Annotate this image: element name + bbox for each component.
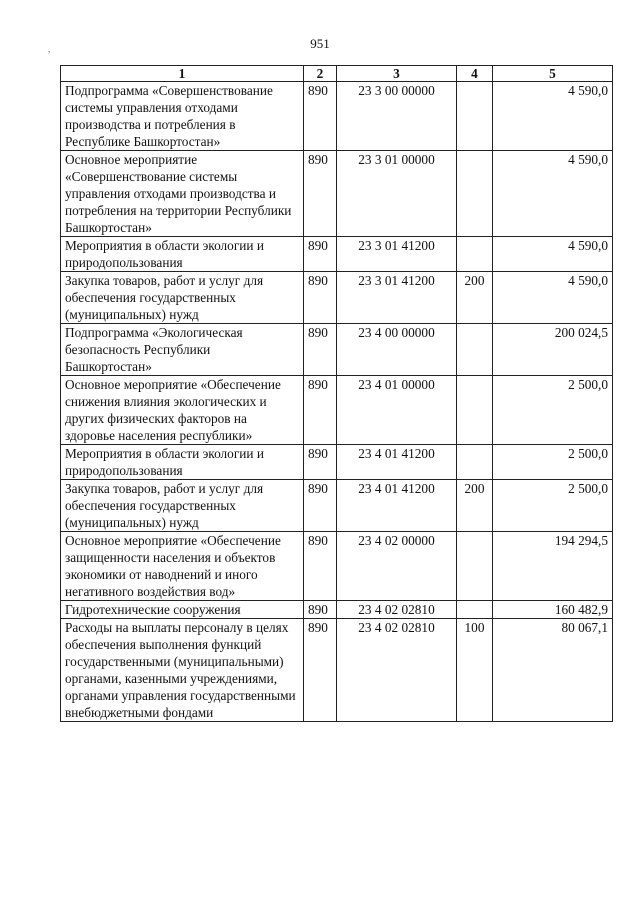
- table-header-row: [61, 66, 613, 82]
- row-amount: 2 500,0: [493, 376, 613, 445]
- row-amount: 80 067,1: [493, 619, 613, 722]
- row-vr: [457, 324, 493, 376]
- row-ved: 890: [304, 376, 337, 445]
- row-ved: 890: [304, 619, 337, 722]
- row-vr: [457, 376, 493, 445]
- row-ved: 890: [304, 82, 337, 151]
- row-amount: 194 294,5: [493, 532, 613, 601]
- row-vr: [457, 601, 493, 619]
- page-number: 951: [310, 36, 330, 51]
- table-row: [61, 237, 613, 272]
- table-row: [61, 532, 613, 601]
- table-row: [61, 480, 613, 532]
- row-name: Подпрограмма «Совершенствование системы управления отходами производства и потребления в Республике Башкортостан»: [61, 82, 304, 151]
- table-row: [61, 445, 613, 480]
- row-csr: 23 4 01 00000: [337, 376, 457, 445]
- row-csr: 23 3 01 00000: [337, 151, 457, 237]
- row-csr: 23 3 01 41200: [337, 272, 457, 324]
- row-vr: [457, 532, 493, 601]
- row-csr: 23 4 02 02810: [337, 619, 457, 722]
- table-row: [61, 151, 613, 237]
- row-vr: [457, 445, 493, 480]
- row-csr: 23 3 00 00000: [337, 82, 457, 151]
- row-csr: 23 4 01 41200: [337, 480, 457, 532]
- row-name: Гидротехнические сооружения: [61, 601, 304, 619]
- row-name: Расходы на выплаты персоналу в целях обеспечения выполнения функций государственными (муниципальными) органами, казенными учреждениями, органами управления государственными внебюджетными фондами: [61, 619, 304, 722]
- row-amount: 4 590,0: [493, 237, 613, 272]
- row-csr: 23 4 00 00000: [337, 324, 457, 376]
- row-name: Подпрограмма «Экологическая безопасность Республики Башкортостан»: [61, 324, 304, 376]
- table-row: [61, 619, 613, 722]
- stray-mark: ,: [48, 44, 51, 54]
- row-ved: 890: [304, 272, 337, 324]
- header-col-2: 2: [304, 66, 337, 82]
- row-name: Мероприятия в области экологии и природопользования: [61, 445, 304, 480]
- header-col-4: 4: [457, 66, 493, 82]
- row-name: Закупка товаров, работ и услуг для обеспечения государственных (муниципальных) нужд: [61, 272, 304, 324]
- table-row: [61, 272, 613, 324]
- row-ved: 890: [304, 324, 337, 376]
- row-vr: 200: [457, 272, 493, 324]
- row-csr: 23 3 01 41200: [337, 237, 457, 272]
- table-row: [61, 82, 613, 151]
- budget-table: [60, 65, 613, 722]
- row-amount: 200 024,5: [493, 324, 613, 376]
- table-row: [61, 324, 613, 376]
- row-ved: 890: [304, 237, 337, 272]
- header-col-5: 5: [493, 66, 613, 82]
- row-csr: 23 4 01 41200: [337, 445, 457, 480]
- row-amount: 160 482,9: [493, 601, 613, 619]
- row-ved: 890: [304, 601, 337, 619]
- row-amount: 2 500,0: [493, 445, 613, 480]
- row-ved: 890: [304, 480, 337, 532]
- row-vr: [457, 237, 493, 272]
- row-vr: [457, 151, 493, 237]
- row-csr: 23 4 02 00000: [337, 532, 457, 601]
- row-name: Основное мероприятие «Совершенствование системы управления отходами производства и потребления на территории Республики Башкортостан»: [61, 151, 304, 237]
- table-row: [61, 601, 613, 619]
- header-col-3: 3: [337, 66, 457, 82]
- row-name: Мероприятия в области экологии и природопользования: [61, 237, 304, 272]
- row-amount: 4 590,0: [493, 82, 613, 151]
- header-col-1: 1: [61, 66, 304, 82]
- row-ved: 890: [304, 445, 337, 480]
- row-ved: 890: [304, 532, 337, 601]
- row-vr: 200: [457, 480, 493, 532]
- row-vr: [457, 82, 493, 151]
- row-name: Закупка товаров, работ и услуг для обеспечения государственных (муниципальных) нужд: [61, 480, 304, 532]
- row-amount: 4 590,0: [493, 272, 613, 324]
- row-vr: 100: [457, 619, 493, 722]
- row-csr: 23 4 02 02810: [337, 601, 457, 619]
- row-ved: 890: [304, 151, 337, 237]
- row-name: Основное мероприятие «Обеспечение защищенности населения и объектов экономики от наводнений и иного негативного воздействия вод»: [61, 532, 304, 601]
- row-amount: 2 500,0: [493, 480, 613, 532]
- row-amount: 4 590,0: [493, 151, 613, 237]
- row-name: Основное мероприятие «Обеспечение снижения влияния экологических и других физических факторов на здоровье населения республики»: [61, 376, 304, 445]
- table-row: [61, 376, 613, 445]
